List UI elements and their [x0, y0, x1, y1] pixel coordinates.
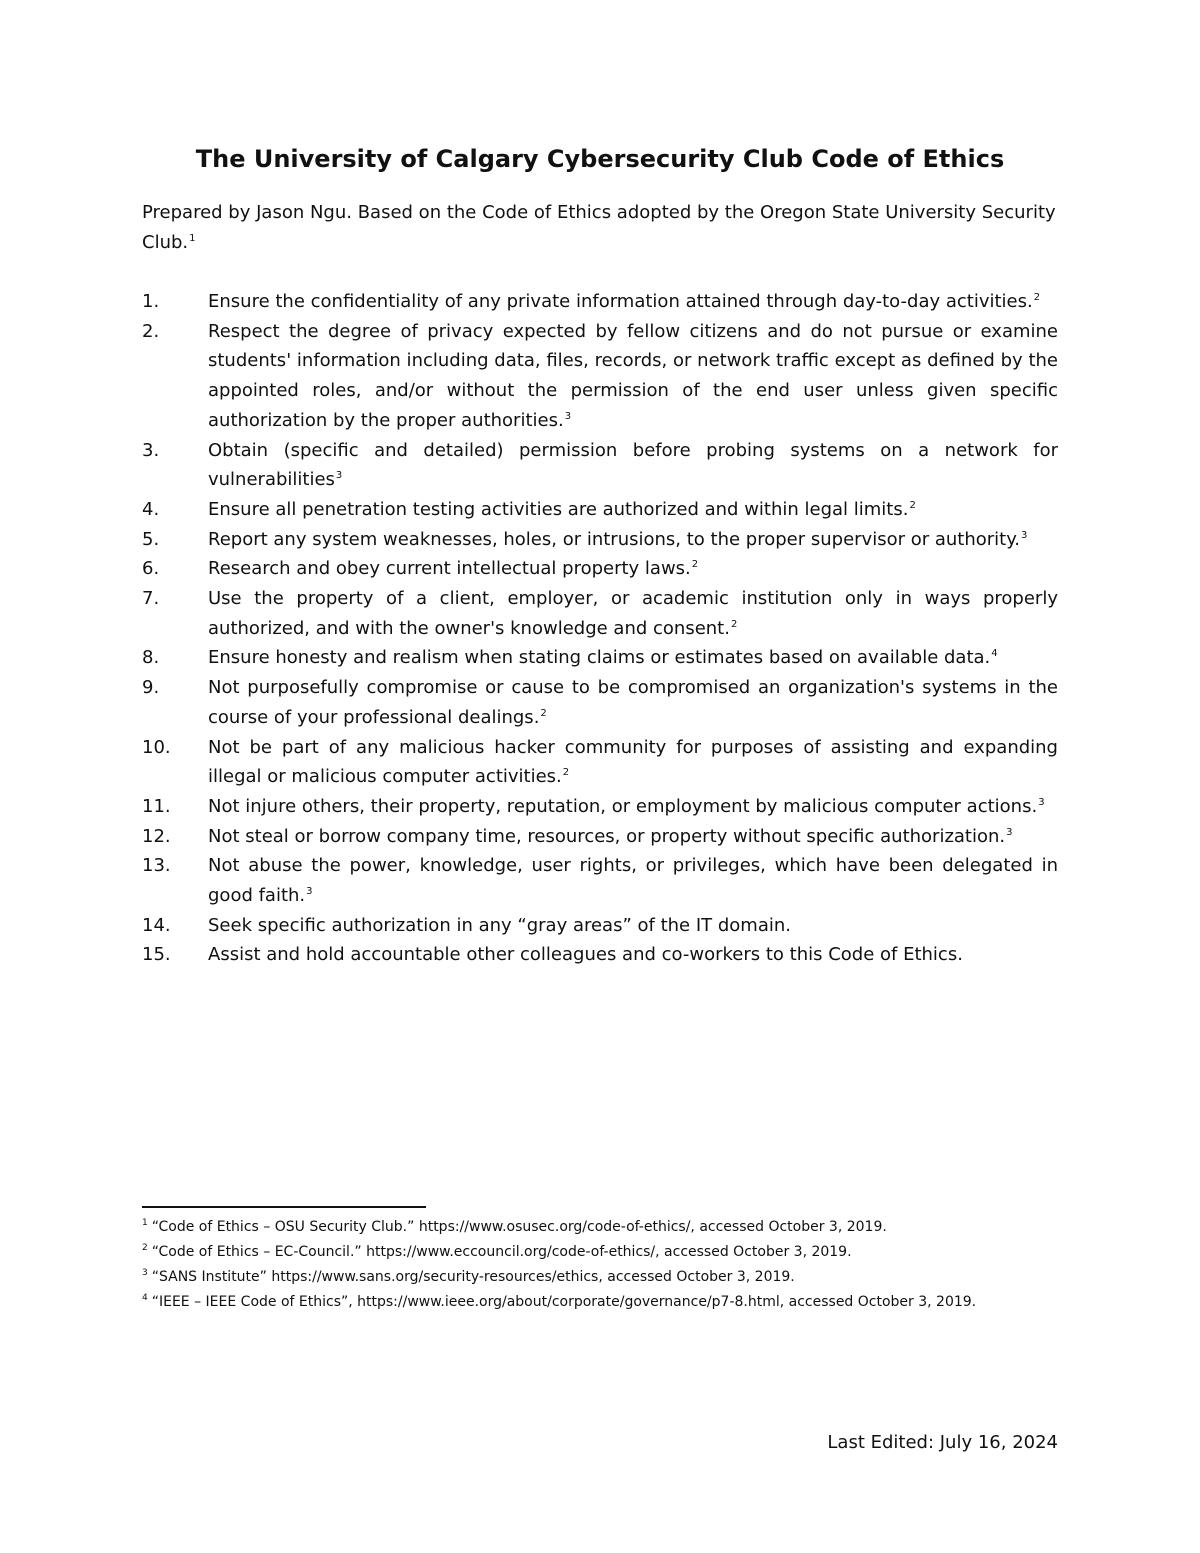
list-item: [142, 911, 1058, 941]
list-item-number: 10.: [142, 736, 171, 758]
footnote-text: “Code of Ethics – EC-Council.” https://www.eccouncil.org/code-of-ethics/, accessed October 3, 2019.: [151, 1244, 852, 1260]
list-item-number: 3.: [142, 439, 160, 461]
list-item: [142, 643, 1058, 673]
list-item-number: 2.: [142, 320, 160, 342]
list-item: [142, 673, 1058, 732]
list-item-number: 8.: [142, 647, 160, 669]
list-item-number: 1.: [142, 291, 160, 312]
footnote: [142, 1241, 1058, 1263]
footnote-ref: 2: [730, 618, 738, 630]
list-item-text: Ensure honesty and realism when stating claims or estimates based on available data.: [208, 647, 991, 669]
footnote-ref: 3: [564, 410, 572, 422]
list-item-text: Respect the degree of privacy expected by fellow citizens and do not pursue or examine students' information including data, files, records, or network traffic except as defined by the appointed roles, and/or without the permission of the end user unless given specific authorization by the proper authorities.: [208, 320, 1058, 431]
footnote-text: “IEEE – IEEE Code of Ethics”, https://www.ieee.org/about/corporate/governance/p7-8.html, accessed October 3, 2019.: [151, 1294, 977, 1310]
list-item-number: 9.: [142, 677, 160, 699]
list-item-number: 11.: [142, 795, 171, 817]
footnote-number: 2: [142, 1243, 148, 1254]
list-item: [142, 733, 1058, 792]
list-item: [142, 584, 1058, 643]
footnote-ref: 2: [691, 559, 699, 571]
list-item: [142, 525, 1058, 555]
list-item-text: Assist and hold accountable other colleagues and co-workers to this Code of Ethics.: [208, 944, 963, 966]
footnote-ref: 3: [1021, 529, 1028, 541]
footnote-number: 3: [142, 1268, 148, 1279]
footnote-ref: 2: [909, 499, 916, 511]
list-item-text: Report any system weaknesses, holes, or intrusions, to the proper supervisor or authority.: [208, 528, 1021, 550]
list-item-number: 7.: [142, 588, 160, 610]
list-item: [142, 940, 1058, 970]
intro-text: Prepared by Jason Ngu. Based on the Code of Ethics adopted by the Oregon State University Security Club.: [142, 202, 1056, 253]
list-item-number: 5.: [142, 528, 160, 550]
footnotes-list: [142, 1216, 1058, 1316]
list-item-number: 15.: [142, 944, 171, 966]
list-item-text: Not injure others, their property, reputation, or employment by malicious computer actions.: [208, 795, 1038, 817]
list-item-number: 12.: [142, 825, 171, 847]
footnote: [142, 1216, 1058, 1238]
intro-paragraph: [142, 198, 1058, 258]
list-item: [142, 822, 1058, 852]
list-item-text: Research and obey current intellectual property laws.: [208, 558, 691, 580]
list-item-text: Ensure all penetration testing activities are authorized and within legal limits.: [208, 498, 909, 520]
footnote: [142, 1291, 1058, 1313]
code-of-ethics-list: [142, 287, 1058, 970]
footnote-number: 4: [142, 1293, 148, 1304]
list-item-number: 13.: [142, 855, 171, 877]
footnote-ref: 3: [306, 886, 313, 898]
list-item: [142, 436, 1058, 495]
footnote-ref: 3: [1038, 796, 1045, 808]
list-item-text: Obtain (specific and detailed) permission before probing systems on a network for vulnerabilities: [208, 439, 1058, 491]
list-item-number: 4.: [142, 498, 160, 520]
last-edited-date: Last Edited: July 16, 2024: [827, 1432, 1058, 1453]
footnote-divider: [142, 1206, 426, 1208]
document-title: The University of Calgary Cybersecurity Club Code of Ethics: [195, 145, 1005, 173]
footnote-number: 1: [142, 1218, 148, 1229]
list-item-text: Not steal or borrow company time, resources, or property without specific authorization.: [208, 825, 1006, 847]
footnote: [142, 1266, 1058, 1288]
footnote-ref: 4: [991, 648, 998, 660]
list-item: [142, 792, 1058, 822]
list-item-text: Seek specific authorization in any “gray areas” of the IT domain.: [208, 914, 792, 936]
list-item: [142, 495, 1058, 525]
footnote-text: “Code of Ethics – OSU Security Club.” https://www.osusec.org/code-of-ethics/, accessed October 3, 2019.: [151, 1219, 887, 1235]
footnote-ref: 2: [562, 767, 570, 779]
list-item: [142, 287, 1058, 317]
list-item: [142, 851, 1058, 910]
list-item-text: Ensure the confidentiality of any private information attained through day-to-day activities.: [208, 291, 1033, 312]
footnote-ref: 2: [1033, 292, 1041, 303]
list-item-number: 6.: [142, 558, 160, 580]
footnote-text: “SANS Institute” https://www.sans.org/security-resources/ethics, accessed October 3, 2019.: [151, 1269, 795, 1285]
intro-footnote-ref: 1: [189, 233, 196, 244]
list-item-text: Not purposefully compromise or cause to be compromised an organization's systems in the course of your professional dealings.: [208, 677, 1058, 728]
footnote-ref: 3: [1006, 826, 1013, 838]
list-item-text: Not abuse the power, knowledge, user rights, or privileges, which have been delegated in good faith.: [208, 855, 1058, 907]
list-item-number: 14.: [142, 914, 171, 936]
footnote-ref: 3: [335, 470, 343, 482]
list-item-text: Not be part of any malicious hacker community for purposes of assisting and expanding illegal or malicious computer activities.: [208, 736, 1058, 788]
list-item: [142, 554, 1058, 584]
list-item-text: Use the property of a client, employer, or academic institution only in ways properly authorized, and with the owner's knowledge and consent.: [208, 588, 1058, 639]
footnote-ref: 2: [540, 707, 547, 719]
list-item: [142, 317, 1058, 436]
